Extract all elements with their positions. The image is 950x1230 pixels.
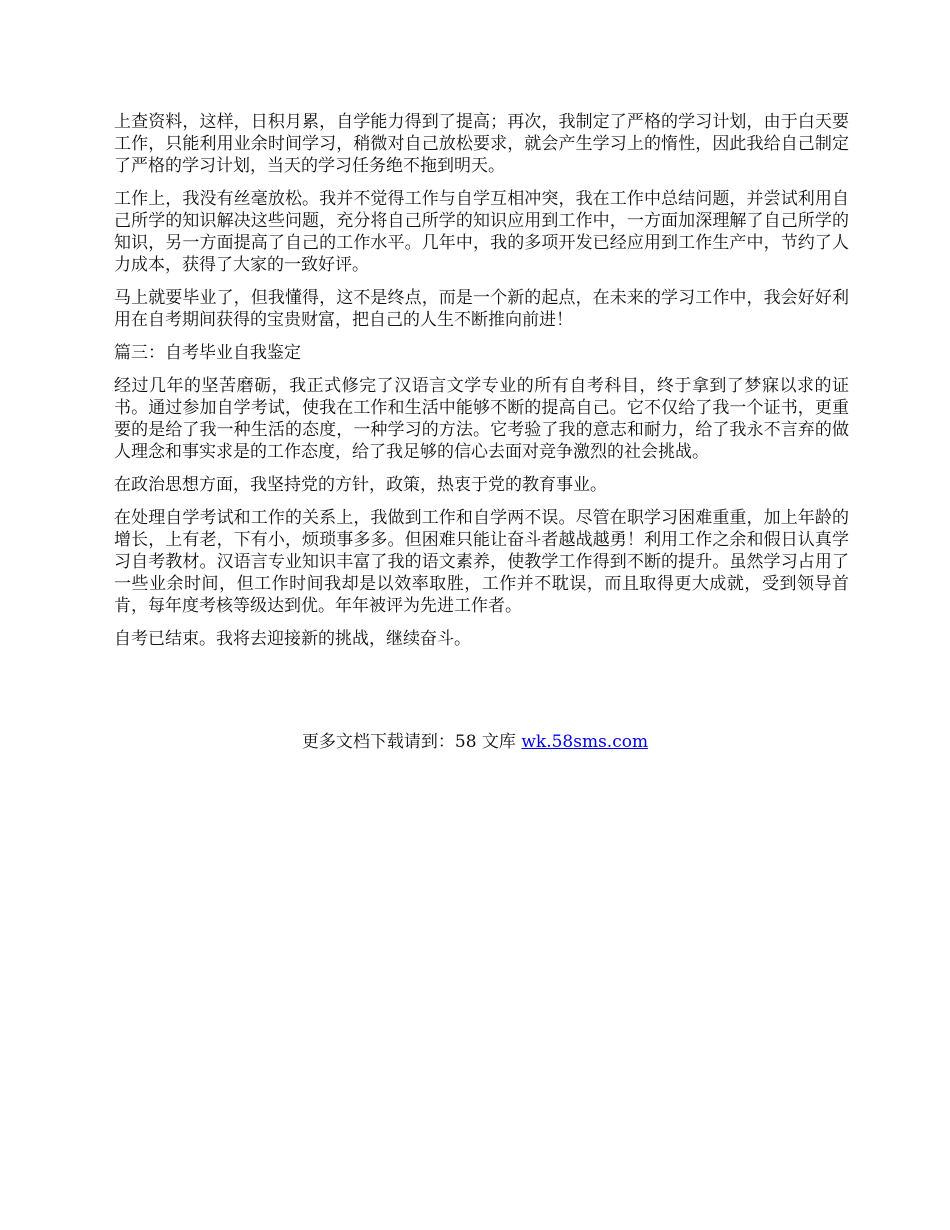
paragraph-political-thought: 在政治思想方面，我坚持党的方针，政策，热衷于党的教育事业。 <box>114 475 607 495</box>
footer-link[interactable]: wk.58sms.com <box>521 732 649 752</box>
section-title: 篇三：自考毕业自我鉴定 <box>114 343 301 363</box>
paragraph-work: 工作上，我没有丝毫放松。我并不觉得工作与自学互相冲突，我在工作中总结问题，并尝试利用自己所学的知识解决这些问题，充分将自己所学的知识应用到工作中，一方面加深理解了自己所学的知识，另一方面提高了自己的工作水平。几年中，我的多项开发已经应用到工作生产中，节约了人力成本，获得了大家的一致好评。 <box>114 189 849 275</box>
paragraph-years-of-study: 经过几年的坚苦磨砺，我正式修完了汉语言文学专业的所有自考科目，终于拿到了梦寐以求的证书。通过参加自学考试，使我在工作和生活中能够不断的提高自己。它不仅给了我一个证书，更重要的是给了我一种生活的态度，一种学习的方法。它考验了我的意志和耐力，给了我永不言弃的做人理念和事实求是的工作态度，给了我足够的信心去面对竞争激烈的社会挑战。 <box>114 376 849 462</box>
paragraph-graduation: 马上就要毕业了，但我懂得，这不是终点，而是一个新的起点，在未来的学习工作中，我会好好利用在自考期间获得的宝贵财富，把自己的人生不断推向前进！ <box>114 288 849 330</box>
footer-text: 更多文档下载请到：58 文库 <box>301 732 522 752</box>
paragraph-study-plan: 上查资料，这样，日积月累，自学能力得到了提高；再次，我制定了严格的学习计划，由于白天要工作，只能利用业余时间学习，稍微对自己放松要求，就会产生学习上的惰性，因此我给自己制定了严格的学习计划，当天的学习任务绝不拖到明天。 <box>114 112 849 176</box>
document-body <box>114 111 849 661</box>
paragraph-closing: 自考已结束。我将去迎接新的挑战，继续奋斗。 <box>114 629 471 649</box>
paragraph-study-and-work: 在处理自学考试和工作的关系上，我做到工作和自学两不误。尽管在职学习困难重重，加上年龄的增长，上有老，下有小，烦琐事多多。但困难只能让奋斗者越战越勇！利用工作之余和假日认真学习自考教材。汉语言专业知识丰富了我的语文素养，使教学工作得到不断的提升。虽然学习占用了一些业余时间，但工作时间我却是以效率取胜，工作并不耽误，而且取得更大成就，受到领导首肯，每年度考核等级达到优。年年被评为先进工作者。 <box>114 508 849 616</box>
download-footer <box>0 731 950 753</box>
